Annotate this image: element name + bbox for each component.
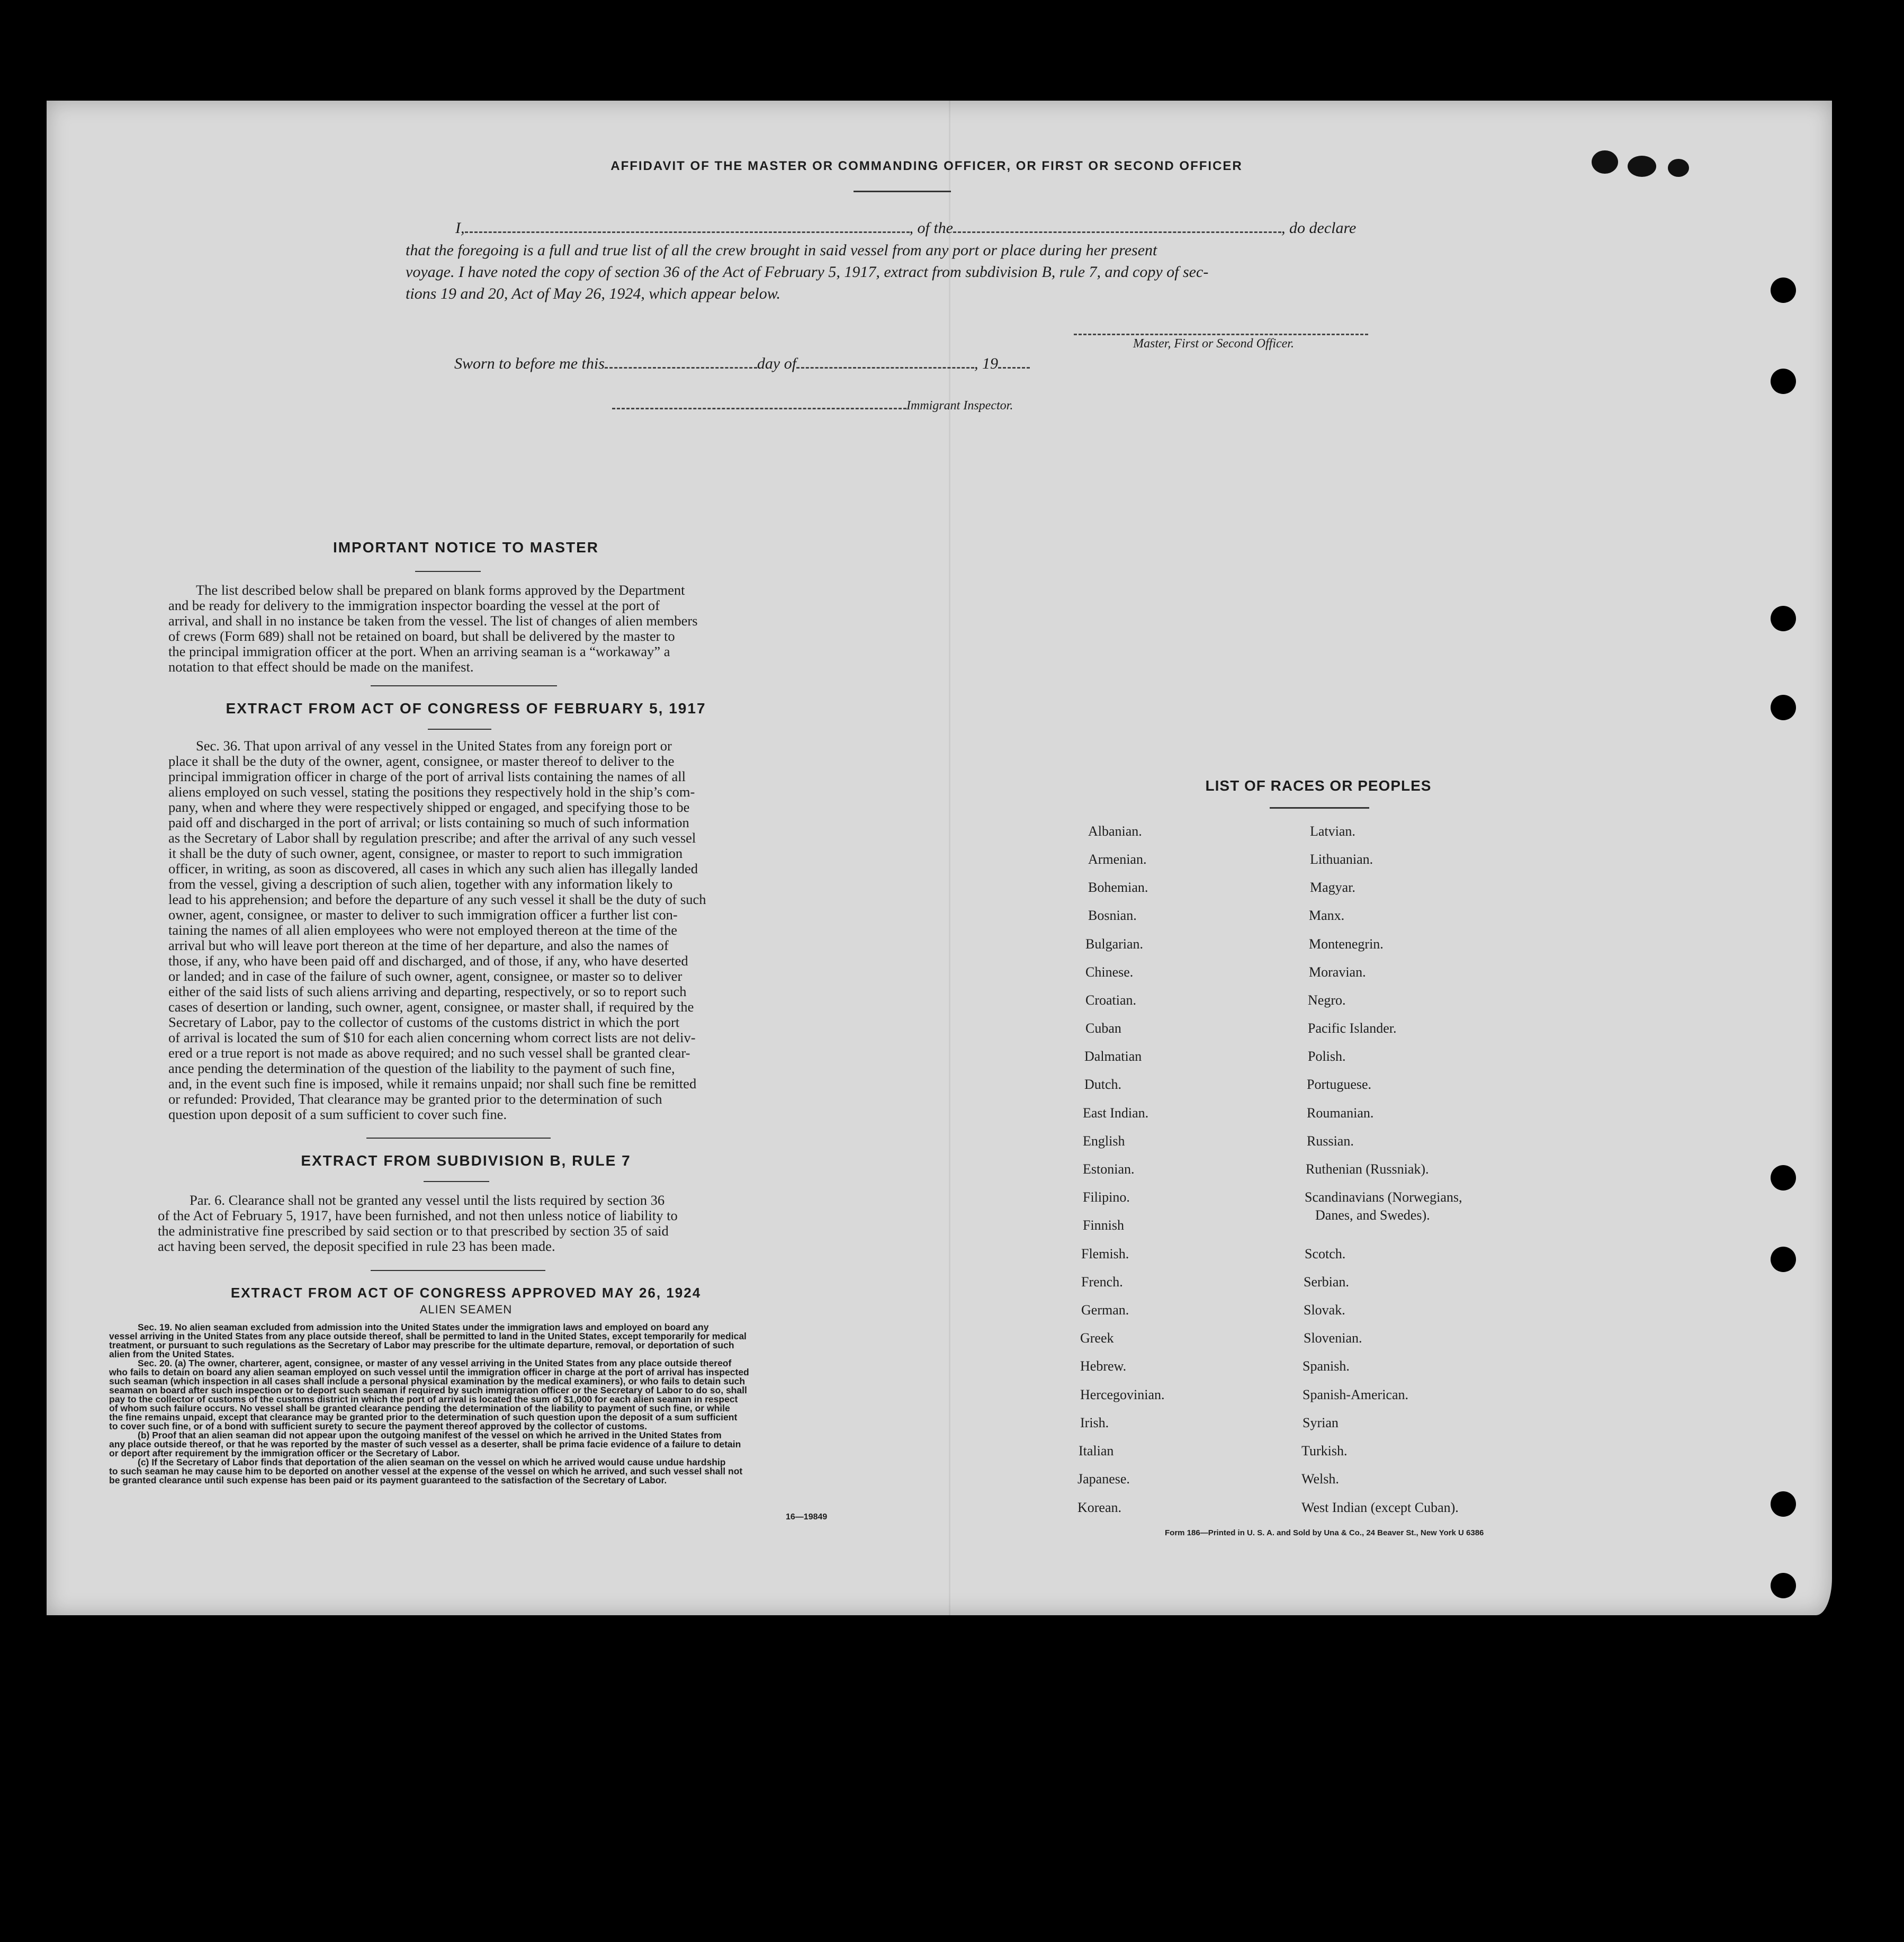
act-1924-line: seaman on board after such inspection or to deport such seaman if required by such immigration officer or the Secretary of Labor to do so, shall [109,1385,747,1395]
race-item: Bulgarian. [1085,936,1144,952]
ink-blot [1628,156,1656,177]
act-1917-line: question upon deposit of a sum sufficient to cover such fine. [168,1106,507,1122]
race-item: Albanian. [1088,824,1142,839]
race-item: Pacific Islander. [1308,1021,1397,1036]
race-item: Magyar. [1310,880,1355,895]
form-footer: Form 186—Printed in U. S. A. and Sold by Una & Co., 24 Beaver St., New York U 6386 [1165,1528,1484,1537]
race-item: Greek [1080,1330,1114,1346]
act-1924-line: of whom such failure occurs. No vessel shall be granted clearance pending the determination of the liability to payment of such fine, or while [109,1403,730,1413]
race-item: Chinese. [1085,964,1134,980]
race-item: Japanese. [1077,1471,1130,1487]
title-divider [854,191,951,192]
race-item: Finnish [1083,1218,1125,1233]
affidavit-line-4: tions 19 and 20, Act of May 26, 1924, which appear below. [406,285,781,302]
act-1917-line: it shall be the duty of such owner, agent, consignee, or master to report to such immigration [168,845,683,861]
race-item: Croatian. [1085,992,1137,1008]
act-1924-line: or deport after requirement by the immigration officer or the Secretary of Labor. [109,1448,460,1458]
act-1917-line: ance pending the determination of the question of the liability to the payment of such fine, [168,1060,675,1076]
notice-title: IMPORTANT NOTICE TO MASTER [333,539,599,556]
punch-hole [1771,1247,1796,1272]
race-item: Turkish. [1301,1443,1348,1458]
act-1917-line: owner, agent, consignee, or master to deliver to such immigration officer a further list con- [168,907,678,923]
act-1917-line: cases of desertion or landing, such owner, agent, consignee, or master shall, if required by the [168,999,694,1015]
race-item: Dutch. [1084,1077,1122,1092]
act-1917-title: EXTRACT FROM ACT OF CONGRESS OF FEBRUARY 5, 1917 [226,700,706,717]
act-1917-divider [428,729,491,730]
race-item: English [1083,1133,1125,1149]
act-1924-line: (c) If the Secretary of Labor finds that deportation of the alien seaman on the vessel on which he arrived would cause undue hardship [138,1457,726,1467]
section-divider [371,685,557,686]
race-item: Montenegrin. [1309,936,1384,952]
fold-line [949,101,950,1615]
ink-blot [1668,159,1689,177]
notice-line: of crews (Form 689) shall not be retained on board, but shall be delivered by the master to [168,628,675,644]
act-1924-line: to cover such fine, or of a bond with sufficient surety to secure the payment thereof approved by the collector of customs. [109,1421,648,1431]
notice-divider [415,571,481,572]
race-item: Ruthenian (Russniak). [1306,1161,1429,1177]
act-1917-line: as the Secretary of Labor shall by regulation prescribe; and after the arrival of any such vessel [168,830,696,846]
day-of-label: day of [757,355,797,372]
race-item: Lithuanian. [1310,852,1373,867]
sworn-label: Sworn to before me this [454,355,605,372]
day-blank[interactable] [605,357,757,369]
act-1924-line: (b) Proof that an alien seaman did not appear upon the outgoing manifest of the vessel on which he arrived in the United States from [138,1430,722,1440]
do-declare-label: , do declare [1281,219,1357,237]
race-item: French. [1081,1274,1123,1290]
rule-7-title: EXTRACT FROM SUBDIVISION B, RULE 7 [301,1152,631,1169]
inspector-line [612,398,1013,413]
act-1924-line: vessel arriving in the United States from any place outside thereof, shall be permitted to land in the United States, except temporarily for medical [109,1331,747,1341]
act-1924-line: Sec. 20. (a) The owner, charterer, agent, consignee, or master of any vessel arriving in the United States from any place outside thereof [138,1358,732,1368]
act-1917-line: either of the said lists of such aliens arriving and departing, respectively, or so to report such [168,983,687,999]
master-signature-blank[interactable] [1074,324,1368,335]
punch-hole [1771,1573,1796,1598]
race-item: Portuguese. [1307,1077,1372,1092]
race-item: Spanish-American. [1303,1387,1409,1402]
affidavit-line-1 [455,219,1356,237]
act-1917-body [168,738,764,1122]
race-item: Serbian. [1304,1274,1349,1290]
race-item: Italian [1079,1443,1114,1458]
race-item: Slovenian. [1304,1330,1362,1346]
act-1917-line: and, in the event such fine is imposed, while it remains unpaid; nor shall such fine be remitted [168,1076,697,1091]
act-1924-line: be granted clearance until such expense has been paid or its payment guaranteed to the satisfaction of the Secretary of Labor. [109,1475,667,1485]
act-1924-line: pay to the collector of customs of the customs district in which the port of arrival is located the sum of $1,000 for each alien seaman in respect [109,1394,738,1404]
notice-line: and be ready for delivery to the immigration inspector boarding the vessel at the port of [168,597,660,613]
rule-7-body [158,1193,755,1254]
race-item: West Indian (except Cuban). [1301,1500,1459,1515]
race-item: Estonian. [1083,1161,1135,1177]
race-item: Scotch. [1305,1246,1346,1261]
act-1917-line: principal immigration officer in charge of the port of arrival lists containing the names of all [168,768,686,784]
act-1924-body [109,1323,836,1485]
race-item: Polish. [1308,1049,1346,1064]
year-label: , 19 [974,355,999,372]
race-item: Hebrew. [1080,1358,1127,1374]
inspector-caption: Immigrant Inspector. [906,399,1013,413]
race-item: Syrian [1303,1415,1339,1430]
notice-line: The list described below shall be prepared on blank forms approved by the Department [196,582,685,598]
act-1917-line: ered or a true report is not made as above required; and no such vessel shall be granted clear- [168,1045,690,1061]
act-1924-line: to such seaman he may cause him to be deported on another vessel at the expense of the vessel on which he arrived, and such vessel shall not [109,1466,743,1476]
act-1924-line: such seaman (which inspection in all cases shall include a personal physical examination by the medical examiners), or who fails to detain such [109,1376,746,1386]
act-1917-line: those, if any, who have been paid off and discharged, and of those, if any, who have deserted [168,953,688,969]
act-1917-line: taining the names of all alien employees who were not employed thereon at the time of the [168,922,678,938]
race-item: Roumanian. [1307,1105,1374,1121]
race-item: Flemish. [1081,1246,1129,1261]
race-item: East Indian. [1083,1105,1149,1121]
race-item: Russian. [1307,1133,1354,1149]
race-item: Bohemian. [1088,880,1148,895]
section-divider [366,1138,551,1139]
section-divider [371,1270,545,1271]
race-item: German. [1081,1302,1129,1318]
notice-line: the principal immigration officer at the port. When an arriving seaman is a “workaway” a [168,643,670,659]
act-1917-line: lead to his apprehension; and before the departure of any such vessel it shall be the duty of such [168,891,706,907]
of-the-label: , of the [909,219,953,237]
punch-hole [1771,606,1796,631]
race-item: Bosnian. [1088,908,1137,923]
master-caption: Master, First or Second Officer. [1133,337,1294,351]
rule-7-line: of the Act of February 5, 1917, have been furnished, and not then unless notice of liability to [158,1207,678,1223]
race-item: Irish. [1080,1415,1109,1430]
race-item: Korean. [1077,1500,1122,1515]
punch-hole [1771,369,1796,394]
act-1924-line: the fine remains unpaid, except that clearance may be granted prior to the determination of such question upon the deposit of a sum sufficient [109,1412,738,1422]
race-item: Moravian. [1309,964,1366,980]
race-item: Manx. [1309,908,1345,923]
race-item: Spanish. [1303,1358,1350,1374]
race-item: Danes, and Swedes). [1315,1207,1430,1223]
rule-7-line: Par. 6. Clearance shall not be granted any vessel until the lists required by section 36 [190,1192,665,1208]
act-1924-line: alien from the United States. [109,1349,235,1359]
rule-7-divider [424,1181,489,1182]
race-item: Filipino. [1083,1189,1130,1205]
affidavit-title: AFFIDAVIT OF THE MASTER OR COMMANDING OFFICER, OR FIRST OR SECOND OFFICER [610,159,1243,173]
act-1917-line: pany, when and where they were respectively shipped or engaged, and specifying those to be [168,799,690,815]
act-1917-line: of arrival is located the sum of $10 for each alien concerning whom correct lists are not deliv- [168,1030,696,1045]
punch-hole [1771,1491,1796,1517]
act-1917-line: or refunded: Provided, That clearance may be granted prior to the determination of such [168,1091,662,1107]
act-1917-line: aliens employed on such vessel, stating the positions they respectively hold in the ship’s com- [168,784,695,800]
race-item: Scandinavians (Norwegians, [1305,1189,1462,1205]
race-item: Welsh. [1301,1471,1339,1487]
year-blank[interactable] [998,357,1030,369]
notice-line: notation to that effect should be made on the manifest. [168,659,474,675]
act-1924-line: Sec. 19. No alien seaman excluded from admission into the United States under the immigration laws and employed on board any [138,1322,709,1332]
act-1917-line: arrival but who will leave port thereon at the time of her departure, and also the names of [168,937,669,953]
notice-line: arrival, and shall in no instance be taken from the vessel. The list of changes of alien members [168,613,698,629]
month-blank[interactable] [796,357,974,369]
rule-7-line: act having been served, the deposit specified in rule 23 has been made. [158,1238,555,1254]
sworn-line [454,355,1030,373]
act-1924-subtitle: ALIEN SEAMEN [419,1303,513,1316]
punch-hole [1771,1165,1796,1191]
notice-body [168,583,764,675]
race-item: Dalmatian [1084,1049,1142,1064]
affidavit-line-3: voyage. I have noted the copy of section 36 of the Act of February 5, 1917, extract from subdivision B, rule 7, and copy of sec- [406,263,1209,281]
act-1917-line: or landed; and in case of the failure of such owner, agent, consignee, or master so to deliver [168,968,682,984]
race-item: Cuban [1085,1021,1121,1036]
rule-7-line: the administrative fine prescribed by said section or to that prescribed by section 35 of said [158,1223,669,1239]
act-1917-line: Secretary of Labor, pay to the collector of customs of the customs district in which the port [168,1014,680,1030]
act-1924-line: treatment, or pursuant to such regulations as the Secretary of Labor may prescribe for the ultimate departure, removal, or deportation of such [109,1340,734,1350]
act-1917-line: officer, in writing, as soon as discovered, all cases in which any such alien has illegally landed [168,861,698,876]
name-blank[interactable] [465,222,910,233]
ink-blot [1592,150,1618,174]
punch-hole [1771,278,1796,303]
act-1924-title: EXTRACT FROM ACT OF CONGRESS APPROVED MAY 26, 1924 [230,1285,702,1301]
affidavit-line-2: that the foregoing is a full and true list of all the crew brought in said vessel from any port or place during her present [406,241,1157,259]
act-1917-line: from the vessel, giving a description of such alien, together with any information likely to [168,876,673,892]
vessel-blank[interactable] [953,222,1281,233]
act-1924-line: any place outside thereof, or that he was reported by the master of such vessel as a deserter, shall be prima facie evidence of a failure to detain [109,1439,741,1449]
act-1917-line: place it shall be the duty of the owner, agent, consignee, or master thereof to deliver to the [168,753,675,769]
act-1917-line: paid off and discharged in the port of arrival; or lists containing so much of such information [168,815,689,830]
act-1924-line: who fails to detain on board any alien seaman employed on such vessel until the immigration officer in charge at the port of arrival has inspected [109,1367,749,1377]
race-item: Slovak. [1304,1302,1345,1318]
races-title: LIST OF RACES OR PEOPLES [1205,777,1432,794]
races-divider [1270,807,1369,809]
act-1917-line: Sec. 36. That upon arrival of any vessel in the United States from any foreign port or [196,738,672,754]
i-label: I, [455,219,465,237]
print-code: 16—19849 [786,1513,828,1522]
race-item: Hercegovinian. [1080,1387,1165,1402]
race-item: Negro. [1308,992,1346,1008]
punch-hole [1771,695,1796,720]
race-item: Armenian. [1088,852,1147,867]
race-item: Latvian. [1310,824,1355,839]
inspector-signature-blank[interactable] [612,398,906,409]
